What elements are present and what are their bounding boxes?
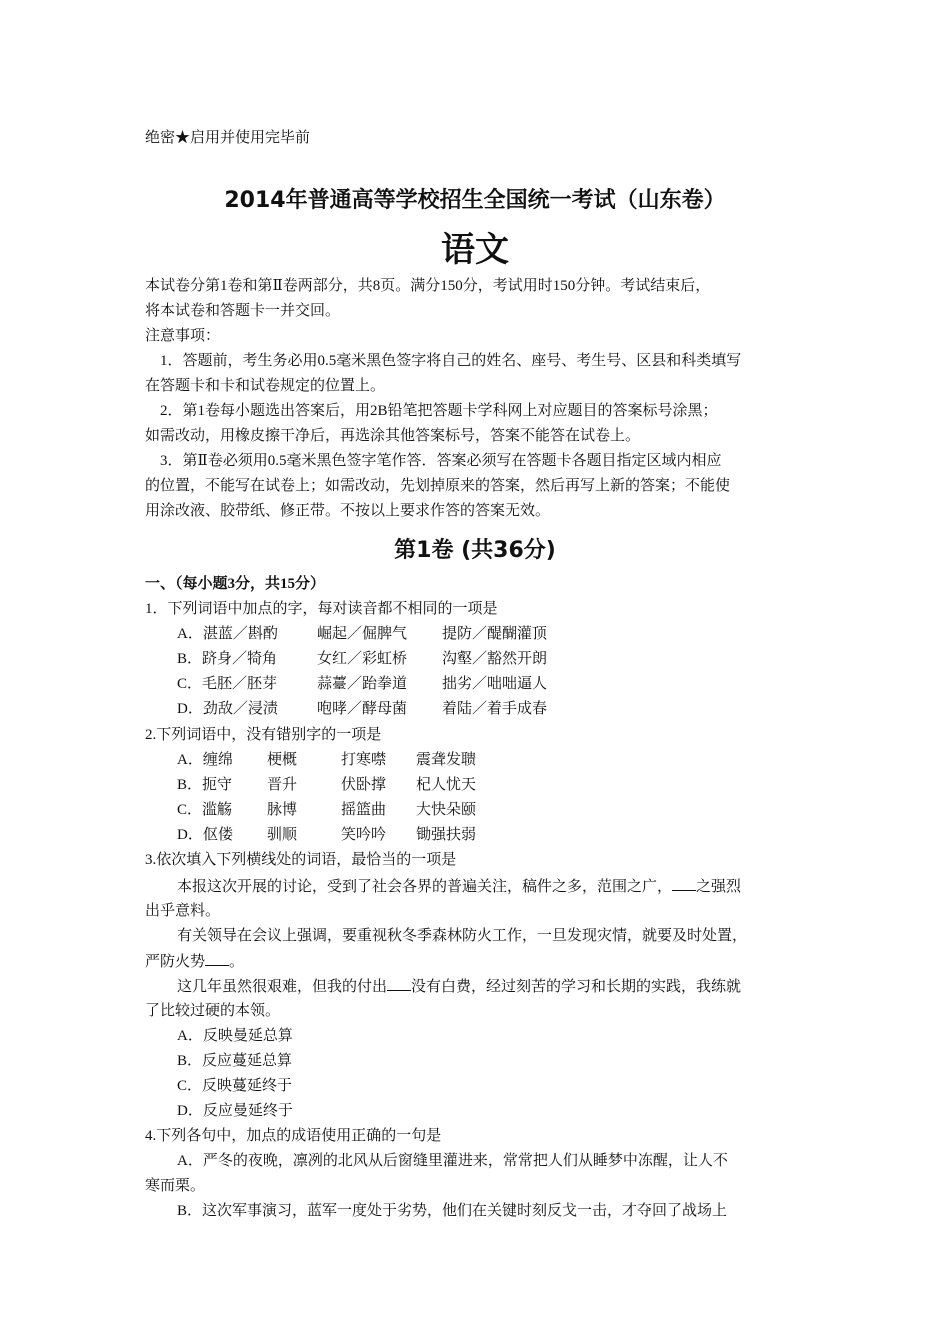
q3-option-d: D．反应曼延终于: [177, 1103, 293, 1119]
q2-option-b: [177, 775, 476, 795]
fill-blank: [387, 976, 411, 991]
q4-option-b: B．这次军事演习，蓝军一度处于劣势，他们在关键时刻反戈一击，才夺回了战场上: [177, 1203, 728, 1219]
option-part: B．跻身／犄角: [177, 651, 278, 667]
q3-option-b: B．反应蔓延总算: [177, 1053, 293, 1069]
sentence-text: 严防火势: [145, 954, 206, 970]
notice-line: 用涂改液、胶带纸、修正带。不按以上要求作答的答案无效。: [145, 503, 551, 519]
option-part: 提防／醍醐灌顶: [442, 626, 548, 642]
option-part: 脉博: [267, 802, 298, 818]
question-3-stem: 3.依次填入下列横线处的词语，最恰当的一项是: [145, 852, 457, 868]
sentence-text: 没有白费，经过刻苦的学习和长期的实践，我练就: [411, 979, 742, 995]
option-part: 晋升: [267, 777, 298, 793]
subject-title: 语文: [441, 230, 509, 270]
q1-option-a: [177, 624, 547, 644]
option-part: 打寒噤: [341, 752, 387, 768]
q4-option-a-cont: 寒而栗。: [145, 1178, 206, 1194]
fill-blank: [672, 876, 696, 891]
q2-option-c: [177, 800, 476, 820]
option-part: A．缠绵: [177, 752, 233, 768]
q3-sentence-1-cont: 出乎意料。: [145, 903, 221, 919]
option-part: 伏卧撑: [341, 777, 387, 793]
option-part: 拙劣／咄咄逼人: [442, 676, 548, 692]
notice-line: 如需改动，用橡皮擦干净后，再选涂其他答案标号，答案不能答在试卷上。: [145, 428, 641, 444]
intro-line-2: 将本试卷和答题卡一并交回。: [145, 303, 341, 319]
option-part: C．滥觞: [177, 802, 233, 818]
q3-option-c: C．反映蔓延终于: [177, 1078, 293, 1094]
option-part: 杞人忧天: [416, 777, 477, 793]
q2-option-a: [177, 750, 476, 770]
option-part: 震聋发聩: [416, 752, 477, 768]
option-part: 蒜薹／跆拳道: [317, 676, 408, 692]
notice-line: 的位置，不能写在试卷上；如需改动，先划掉原来的答案，然后再写上新的答案；不能使: [145, 478, 731, 494]
option-part: 锄强扶弱: [416, 827, 477, 843]
option-part: 摇篮曲: [341, 802, 387, 818]
notice-line: 2．第1卷每小题选出答案后，用2B铅笔把答题卡学科网上对应题目的答案标号涂黑；: [160, 403, 718, 419]
q3-sentence-3-cont: 了比较过硬的本领。: [145, 1003, 281, 1019]
intro-line-1: 本试卷分第1卷和第Ⅱ卷两部分，共8页。满分150分，考试用时150分钟。考试结束后，: [145, 278, 711, 294]
option-part: D．伛偻: [177, 827, 233, 843]
notice-line: 在答题卡和卡和试卷规定的位置上。: [145, 378, 386, 394]
part-heading: 一、（每小题3分，共15分）: [145, 576, 326, 592]
q3-sentence-2-cont: [145, 951, 244, 972]
question-2-stem: 2.下列词语中，没有错别字的一项是: [145, 727, 382, 743]
q4-option-a: A．严冬的夜晚，凛冽的北风从后窗缝里灌进来，常常把人们从睡梦中冻醒，让人不: [177, 1153, 728, 1169]
option-part: 着陆／着手成春: [442, 701, 548, 717]
option-part: A．湛蓝／斟酌: [177, 626, 278, 642]
sentence-text: 本报这次开展的讨论，受到了社会各界的普遍关注，稿件之多，范围之广，: [177, 879, 673, 895]
sentence-text: 。: [229, 954, 245, 970]
notice-line: 3．第Ⅱ卷必须用0.5毫米黑色签字笔作答．答案必须写在答题卡各题目指定区域内相应: [160, 453, 722, 469]
q3-option-a: A．反映曼延总算: [177, 1028, 293, 1044]
exam-title: 2014年普通高等学校招生全国统一考试（山东卷）: [224, 188, 726, 213]
sentence-text: 之强烈: [696, 879, 742, 895]
q3-sentence-3: [177, 976, 741, 997]
notice-line: 1．答题前，考生务必用0.5毫米黑色签字将自己的姓名、座号、考生号、区县和科类填写: [160, 353, 742, 369]
section-title: 第1卷 (共36分): [394, 538, 556, 563]
option-part: 笑吟吟: [341, 827, 387, 843]
confidential-note: 绝密★启用并使用完毕前: [145, 130, 311, 146]
option-part: 驯顺: [267, 827, 298, 843]
q1-option-d: [177, 699, 547, 719]
q1-option-b: [177, 649, 547, 669]
sentence-text: 这几年虽然很艰难，但我的付出: [177, 979, 388, 995]
question-4-stem: 4.下列各句中，加点的成语使用正确的一句是: [145, 1128, 442, 1144]
option-part: C．毛胚／胚芽: [177, 676, 278, 692]
option-part: B．扼守: [177, 777, 233, 793]
q3-sentence-2: 有关领导在会议上强调，要重视秋冬季森林防火工作，一旦发现灾情，就要及时处置，: [177, 928, 748, 944]
option-part: 崛起／倔脾气: [317, 626, 408, 642]
notice-heading: 注意事项：: [145, 328, 221, 344]
option-part: D．劲敌／浸渍: [177, 701, 278, 717]
q3-sentence-1: [177, 876, 741, 897]
option-part: 沟壑／豁然开朗: [442, 651, 548, 667]
option-part: 梗概: [267, 752, 298, 768]
q2-option-d: [177, 825, 476, 845]
question-1-stem: 1．下列词语中加点的字，每对读音都不相同的一项是: [145, 601, 498, 617]
option-part: 女红／彩虹桥: [317, 651, 408, 667]
option-part: 大快朵颐: [416, 802, 477, 818]
fill-blank: [205, 951, 229, 966]
option-part: 咆哮／酵母菌: [317, 701, 408, 717]
q1-option-c: [177, 674, 547, 694]
